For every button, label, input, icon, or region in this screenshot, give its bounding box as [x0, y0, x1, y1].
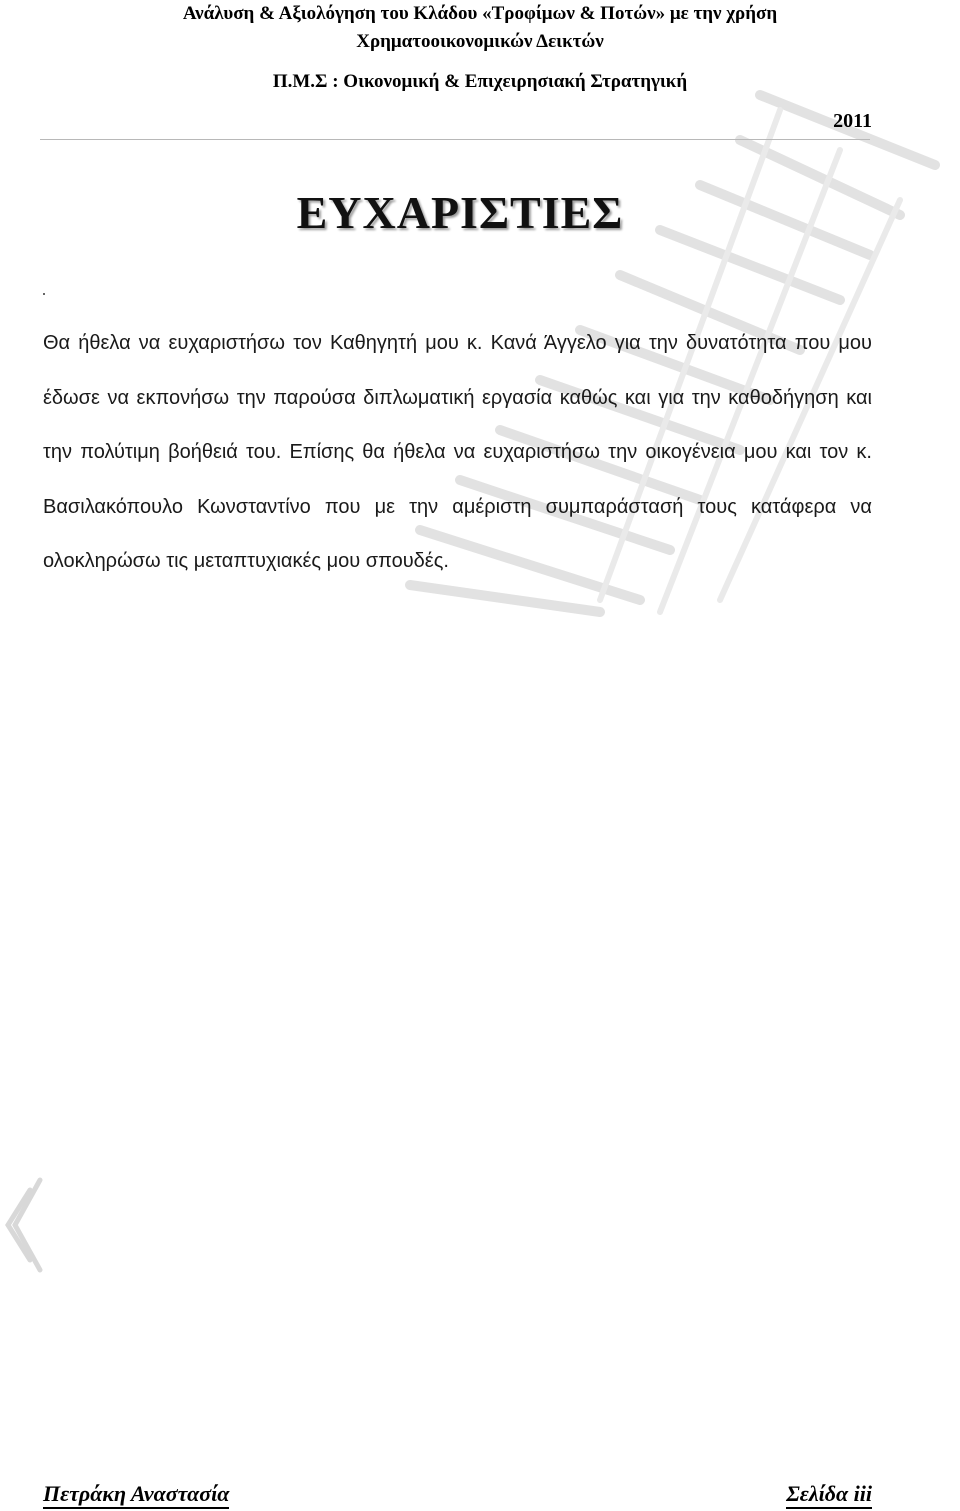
stray-dot — [43, 293, 45, 295]
header-thesis-title-line1: Ανάλυση & Αξιολόγηση του Κλάδου «Τροφίμων & Ποτών» με την χρήση — [182, 3, 778, 24]
footer-author: Πετράκη Αναστασία — [43, 1481, 229, 1509]
page-title: ΕΥΧΑΡΙΣΤΙΕΣ — [296, 187, 624, 238]
header-divider — [40, 139, 870, 140]
header-program-name: Π.Μ.Σ : Οικονομική & Επιχειρησιακή Στρατηγική — [272, 71, 688, 92]
footer-page-number: Σελίδα iii — [786, 1481, 872, 1509]
header-year: 2011 — [833, 110, 872, 132]
header-thesis-title-line2: Χρηματοοικονομικών Δεικτών — [356, 31, 604, 52]
acknowledgements-paragraph: Θα ήθελα να ευχαριστήσω τον Καθηγητή μου κ. Κανά Άγγελο για την δυνατότητα που μου έδωσε να εκπονήσω την παρούσα διπλωματική εργασία καθώς και για την καθοδήγηση και την πολύτιμη βοήθειά του. Επίσης θα ήθελα να ευχαριστήσω την οικογένεια μου και τον κ. Βασιλακόπουλο Κωνσταντίνο που με την αμέριστη συμπαράστασή τους κατάφερα να ολοκληρώσω τις μεταπτυχιακές μου σπουδές. — [43, 332, 872, 572]
